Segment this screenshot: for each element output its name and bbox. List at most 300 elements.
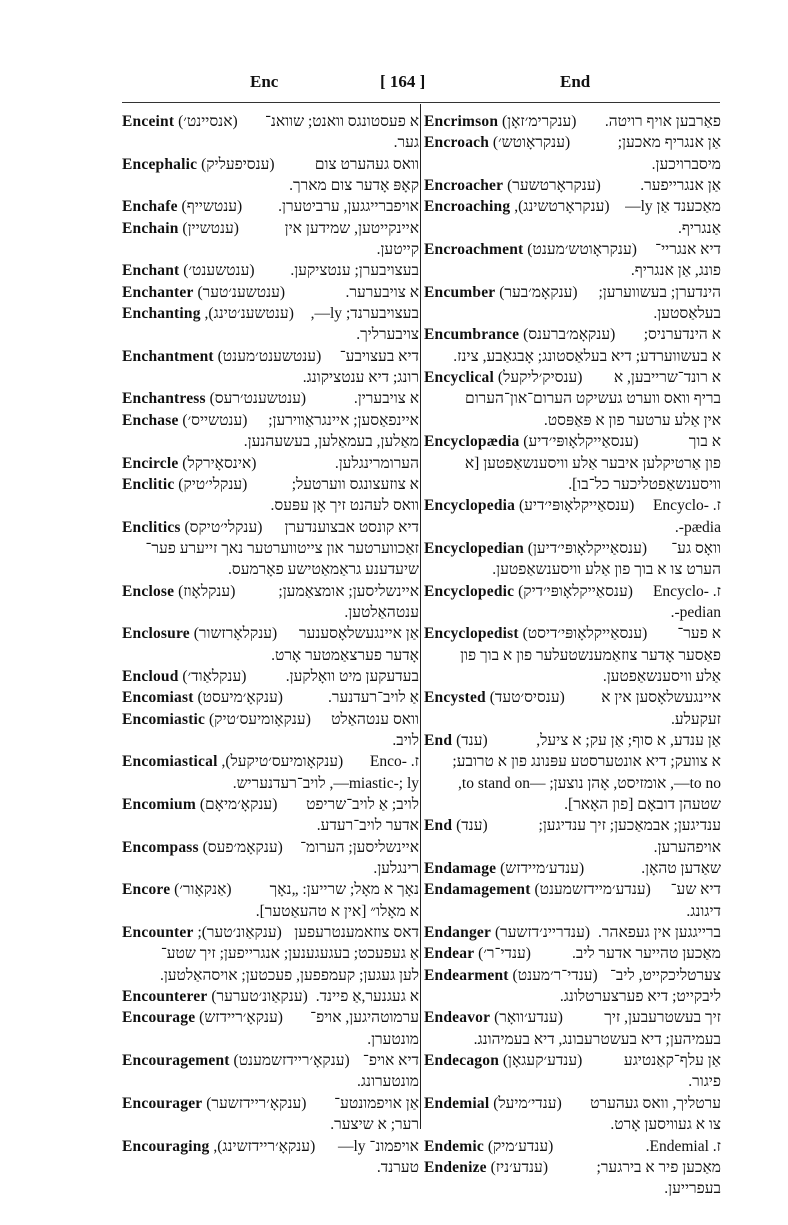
dictionary-entry [424, 623, 721, 687]
entry-head [122, 517, 262, 538]
headword: Encomiastic [122, 710, 206, 728]
dictionary-entry [122, 346, 419, 389]
gloss: אַן ענדע, א סוף; אַן עק; א ציעל, [536, 731, 721, 749]
gloss: בעצויבערנד; ly—, [310, 305, 419, 323]
pronunciation: (ענקאַונ׳טערער) [211, 988, 308, 1006]
gloss-continuation: בעפרייען. [664, 1180, 721, 1198]
entry-first-line [424, 324, 721, 345]
headword: Endemial [424, 1094, 490, 1112]
dictionary-entry [424, 175, 721, 196]
dictionary-entry [122, 922, 419, 986]
entry-head [122, 922, 282, 943]
entry-first-line [122, 260, 419, 281]
dictionary-entry [424, 922, 721, 943]
dictionary-entry [122, 410, 419, 453]
gloss-continuation: מיסברויכען. [651, 155, 721, 173]
headword: Endecagon [424, 1052, 500, 1070]
pronunciation: (אנסיינט׳) [178, 113, 238, 130]
dictionary-entry [424, 730, 721, 815]
entry-head [424, 1007, 563, 1028]
gloss-continuation: צויבערליך. [356, 326, 419, 344]
dictionary-entry [424, 687, 721, 730]
headword: Encrimson [424, 113, 499, 130]
entry-first-line [122, 196, 419, 217]
gloss: איינקייטען, שמידען אין [284, 219, 419, 237]
entry-first-line [122, 751, 419, 772]
entry-head [424, 132, 570, 153]
headword: Encouragement [122, 1052, 230, 1070]
gloss-continuation: לויב. [392, 731, 419, 749]
gloss-continuation: לען געגען; קעמפפען, פעכטען; אויסהאַלטען. [159, 966, 419, 984]
gloss: ז. -Encyclo [652, 582, 721, 600]
gloss-continuation: מונטערן. [367, 1030, 419, 1048]
pronunciation: (ענקאַונ׳טער); [197, 924, 282, 942]
running-header [122, 72, 720, 98]
gloss: א רונד־שרייבען, א [613, 369, 721, 387]
entry-head [424, 239, 637, 260]
headword: Endenize [424, 1158, 487, 1176]
dictionary-entry [122, 1136, 419, 1179]
dictionary-entry [122, 986, 419, 1007]
entry-first-line [424, 1093, 721, 1114]
gloss: איינפאַסען; איינגראַווירען; [268, 411, 419, 429]
dictionary-entry [424, 495, 721, 538]
entry-head [122, 388, 306, 409]
page-number: [ 164 ] [380, 72, 426, 91]
gloss: ערטליך, וואס געהערט [590, 1094, 721, 1112]
entry-first-line [424, 239, 721, 260]
headword: Encyclopedic [424, 582, 515, 600]
gloss: הערומרינגלען. [334, 454, 419, 472]
headword: Enchase [122, 411, 179, 429]
entry-head [424, 965, 598, 986]
dictionary-entry [122, 1093, 419, 1136]
entry-first-line [122, 922, 419, 943]
headword: End [424, 731, 453, 749]
gloss-continuation: גער. [393, 134, 419, 152]
pronunciation: (ענקראָרטשער) [507, 177, 601, 195]
entry-head [424, 282, 578, 303]
headword: Enchant [122, 262, 180, 280]
dictionary-entry [424, 239, 721, 282]
entry-first-line [122, 346, 419, 367]
pronunciation: (ענדע׳קעגאָן) [502, 1052, 583, 1070]
entry-first-line [424, 922, 721, 943]
dictionary-entry [122, 303, 419, 346]
entry-head [122, 303, 294, 324]
entry-head [122, 1136, 315, 1157]
entry-head [424, 879, 651, 900]
gloss: א בוך [688, 433, 721, 451]
pronunciation: (ענדי־ר׳מענט) [512, 966, 598, 984]
entry-first-line [122, 282, 419, 303]
entry-first-line [122, 986, 419, 1007]
pronunciation: (ענסאַייקלאָופּי׳דיע) [518, 497, 635, 515]
entry-first-line [424, 581, 721, 602]
gloss-continuation: רער; א שיצער. [330, 1116, 419, 1134]
gloss-continuation: פאַסער אָדער צוזאַמענשטעלער פון א בוך פון [460, 646, 721, 664]
dictionary-entry [424, 815, 721, 858]
dictionary-entry [424, 1157, 721, 1200]
pronunciation: (ענטשייס׳) [182, 411, 248, 429]
gloss: ברייגגען אין געפאהר. [598, 924, 721, 942]
entry-head [122, 111, 238, 132]
gloss-continuation: וויסענשאַפטליכער כל־בו]. [568, 475, 721, 493]
entry-first-line [424, 943, 721, 964]
pronunciation: (ענטשייף) [181, 198, 243, 216]
dictionary-entry [122, 388, 419, 409]
gloss: מאַכען פיר א בירגער; [596, 1158, 721, 1176]
gloss: אַן אנגריף מאכען; [617, 134, 721, 152]
pronunciation: (ענקאָמ׳בער) [499, 283, 578, 301]
gloss-continuation: to no—, אומזיסט, אָהן נוצען; —to stand on, [458, 774, 721, 792]
column-separator [420, 104, 421, 1129]
headword: Encore [122, 881, 171, 899]
dictionary-entry [122, 196, 419, 217]
pronunciation: (ענקלאָרזשור) [193, 625, 278, 643]
gloss: זיך בעשטרעבען, זיך [604, 1009, 721, 1027]
gloss-continuation: אַנגריף. [677, 219, 721, 237]
pronunciation: (ענקלאַוד׳) [182, 667, 247, 685]
entry-first-line [122, 474, 419, 495]
entry-head [122, 879, 232, 900]
headword: Encroacher [424, 177, 504, 195]
dictionary-entry [122, 751, 419, 794]
headword: Enchain [122, 219, 179, 237]
entry-head [122, 837, 283, 858]
pronunciation: (ענקאָ׳מיאָם) [199, 796, 278, 813]
entry-first-line [424, 1136, 721, 1157]
headword: Encumber [424, 283, 496, 301]
gloss: ערמוטהיגען, אויפ־ [310, 1009, 419, 1027]
gloss-continuation: ענטהאַלטען. [344, 603, 419, 621]
dictionary-entry [424, 1007, 721, 1050]
pronunciation: (ענדע׳וואָר) [494, 1009, 563, 1027]
pronunciation: (ענטשענט׳רעס) [209, 390, 307, 408]
entry-head [122, 751, 343, 772]
pronunciation: (ענד) [456, 817, 488, 835]
entry-head [122, 687, 283, 708]
gloss: דיא אנגריי־ [655, 241, 721, 259]
gloss-continuation: דיגונג. [686, 902, 721, 920]
gloss: ענדיגען; אבמאַכען; זיך ענדיגען; [538, 817, 721, 835]
headword: Encysted [424, 689, 486, 707]
headword: Encourager [122, 1094, 203, 1112]
entry-head [122, 196, 242, 217]
headword: Endemic [424, 1137, 484, 1155]
headword: Encephalic [122, 155, 198, 173]
entry-first-line [424, 431, 721, 452]
pronunciation: (ענדי׳מיעל) [493, 1094, 562, 1112]
dictionary-entry [424, 132, 721, 175]
gloss-continuation: שיעדענע גראַמאַטישע פאָרמעס. [228, 561, 419, 579]
entry-first-line [122, 623, 419, 644]
dictionary-entry [424, 581, 721, 624]
dictionary-entry [424, 431, 721, 495]
entry-first-line [424, 815, 721, 836]
pronunciation: (ענקאָומיעס׳טיקעל), [221, 753, 344, 771]
dictionary-entry [122, 111, 419, 154]
entry-head [424, 687, 565, 708]
gloss: אַן איינגעשלאָסענער [298, 625, 419, 643]
gloss: א צוזעצונגס ווערטעל; [291, 475, 419, 493]
entry-first-line [122, 303, 419, 324]
entry-head [122, 453, 256, 474]
pronunciation: (ענטשענ׳טער) [197, 283, 286, 301]
gloss-continuation: פיגור. [688, 1073, 721, 1091]
entry-head [424, 581, 633, 602]
dictionary-entry [122, 794, 419, 837]
entry-head [424, 111, 576, 132]
entry-first-line [122, 794, 419, 815]
gloss-continuation: miastic-; ly—, לויב־רעדנעריש. [232, 774, 419, 792]
gloss: דאס צוזאמענטרעפען [294, 924, 419, 942]
gloss: נאָך א מאָל; שרייען: „נאָך [269, 881, 419, 899]
gloss-continuation: רונג; דיא ענטציקונג. [302, 369, 419, 387]
pronunciation: (ענקלי׳טיק) [178, 475, 248, 493]
dictionary-entry [424, 282, 721, 325]
dictionary-entry [424, 196, 721, 239]
entry-head [122, 154, 275, 175]
headword: Enchafe [122, 198, 178, 216]
gloss: דיא שע־ [670, 881, 721, 899]
dictionary-entry [122, 879, 419, 922]
gloss: א פער־ [677, 625, 721, 643]
gloss: ז. -Enco [369, 753, 419, 771]
gloss-continuation: אַ געפעכט; בעגעגענען; אנגרייפען; זיך שטע־ [160, 945, 419, 963]
dictionary-entry [424, 111, 721, 132]
entry-head [122, 1007, 283, 1028]
pronunciation: (ענקאָמ׳ברענס) [523, 326, 616, 344]
headword: Encomium [122, 796, 196, 813]
pronunciation: (ענדי־ר׳) [478, 945, 531, 963]
pronunciation: (ענקאָ׳מיעסט) [197, 689, 283, 707]
dictionary-entry [122, 623, 419, 666]
gloss-continuation: אדער לויב־רעדע. [316, 817, 419, 835]
headword: Encourage [122, 1009, 196, 1027]
entry-head [122, 709, 311, 730]
entry-first-line [122, 1136, 419, 1157]
dictionary-entry [424, 965, 721, 1008]
gloss: א פעסטונגס וואנט; שוואנ־ [264, 113, 419, 130]
entry-first-line [424, 965, 721, 986]
gloss-continuation: פונג, אַן אנגריף. [630, 262, 721, 280]
gloss-continuation: קאָפּ אָדער צום מארך. [289, 177, 419, 195]
headword: Encloud [122, 667, 179, 685]
gloss-continuation: זאַכווערטער און צייטווערטער נאך זייערע פער־ [145, 539, 419, 557]
headword: End [424, 817, 453, 835]
entry-head [122, 346, 321, 367]
gloss: מאַכען טהייער אדער ליב. [571, 945, 721, 963]
gloss-continuation: ליבקייט; דיא פערצערטלונג. [559, 988, 721, 1006]
headword: Endeavor [424, 1009, 491, 1027]
dictionary-entry [424, 1093, 721, 1136]
entry-head [424, 1157, 548, 1178]
gloss: וואָס גע־ [671, 539, 721, 557]
gloss-continuation: וואס לעהנט זיך אָן עפּעס. [270, 497, 419, 515]
headword: Enchanting [122, 305, 201, 323]
entry-head [424, 324, 615, 345]
gloss: מאַכענד אַן ly— [625, 198, 721, 216]
headword: Encyclopædia [424, 433, 520, 451]
dictionary-entry [424, 367, 721, 431]
entry-first-line [424, 1157, 721, 1178]
pronunciation: (ענקאָ׳ריידזשער) [206, 1094, 307, 1112]
entry-first-line [122, 1050, 419, 1071]
gloss: איינשליסען; אומצאַמען; [278, 582, 419, 600]
headword: Encumbrance [424, 326, 520, 344]
entry-head [122, 282, 285, 303]
headword: Encounter [122, 924, 194, 942]
headword: Encomiast [122, 689, 194, 707]
gloss: איינגעשלאָסען אין א [601, 689, 721, 707]
dictionary-entry [122, 837, 419, 880]
dictionary-entry [122, 1007, 419, 1050]
entry-head [424, 175, 601, 196]
gloss-continuation: pedian-. [670, 603, 721, 621]
headword: Enclitics [122, 518, 181, 536]
gloss: א געגנער,אַ פיינד. [315, 988, 419, 1006]
gloss-continuation: מאַלען, בעמאַלען, בעשעהנען. [243, 433, 419, 451]
gloss: א צויבערער. [345, 283, 419, 301]
dictionary-entry [122, 453, 419, 474]
entry-head [424, 538, 647, 559]
entry-first-line [424, 538, 721, 559]
entry-first-line [424, 196, 721, 217]
entry-head [424, 730, 488, 751]
pronunciation: (ענדע׳ניז) [490, 1158, 548, 1176]
pronunciation: (ענקראָוטש׳מענט) [527, 241, 637, 259]
headword: Encroaching [424, 198, 511, 216]
dictionary-entry [424, 1050, 721, 1093]
gloss: שאַדען טהאָן. [641, 860, 721, 878]
headword: Enchantment [122, 347, 214, 365]
gloss: דיא קונסט אבצוענדערן [284, 518, 419, 536]
pronunciation: (ענקאָומיעס׳טיק) [209, 710, 311, 728]
gloss-continuation: אין אַלע ערטער פון א פּאַפּסט. [543, 411, 721, 429]
entry-head [424, 1093, 562, 1114]
headword: Endanger [424, 924, 492, 942]
dictionary-entry [122, 282, 419, 303]
gloss-continuation: בעמיהען; דיא בעשטרעבונג, דיא בעמיהונג. [473, 1030, 721, 1048]
entry-first-line [424, 687, 721, 708]
header-last-word: End [560, 72, 591, 91]
pronunciation: (ענקראָרטשינג), [514, 198, 610, 216]
entry-first-line [424, 730, 721, 751]
gloss: אויפברייגגען, ערביטערן. [278, 198, 419, 216]
dictionary-entry [424, 879, 721, 922]
pronunciation: (ענקלי׳טיקס) [184, 518, 263, 536]
entry-head [424, 623, 647, 644]
pronunciation: (ענסאַייקלאָופּי׳דיען) [527, 539, 647, 557]
dictionary-entry [122, 218, 419, 261]
gloss: אַ לויב־רעדנער. [327, 689, 419, 707]
gloss: א צויבערין. [353, 390, 419, 408]
headword: Endear [424, 945, 475, 963]
entry-head [122, 410, 247, 431]
headword: Encroach [424, 134, 490, 152]
entry-first-line [122, 1093, 419, 1114]
entry-first-line [122, 709, 419, 730]
gloss-continuation: קייטען. [376, 241, 419, 259]
gloss-continuation: מונטערונג. [357, 1073, 419, 1091]
pronunciation: (ענטשענט׳) [183, 262, 255, 280]
entry-first-line [122, 581, 419, 602]
entry-first-line [424, 1050, 721, 1071]
gloss-continuation: א בעשווערדע; דיא בעלאַסטונג; אָבגאַבע, צינז. [453, 347, 721, 365]
headword: Encircle [122, 454, 179, 472]
entry-first-line [424, 367, 721, 388]
gloss-continuation: בעלאַסטען. [653, 305, 721, 323]
headword: Enceint [122, 113, 175, 130]
entry-first-line [122, 218, 419, 239]
headword: Enclitic [122, 475, 175, 493]
dictionary-entry [122, 709, 419, 752]
gloss-continuation: שטעהן דובאָם [פון האָאר]. [564, 796, 721, 813]
gloss-continuation: זעקעלע. [670, 710, 721, 728]
pronunciation: (ענטשענט׳מענט) [217, 347, 322, 365]
pronunciation: (ענקרימ׳זאָן) [502, 113, 577, 130]
entry-head [424, 495, 634, 516]
entry-head [122, 474, 247, 495]
headword: Encyclopedist [424, 625, 519, 643]
entry-first-line [122, 410, 419, 431]
pronunciation: (ענדריינ׳דזשער) [494, 924, 591, 942]
dictionary-entry [122, 260, 419, 281]
gloss-continuation: אַלע וויסענשאַפטען. [602, 667, 721, 685]
entry-first-line [424, 175, 721, 196]
gloss: אויפמונ־ ly— [337, 1137, 419, 1155]
entry-head [122, 218, 239, 239]
entry-head [122, 986, 308, 1007]
dictionary-entry [424, 324, 721, 367]
dictionary-entry [122, 687, 419, 708]
gloss: ז. Endemial. [645, 1137, 721, 1155]
gloss-continuation: א מאָלו״ [אין א טהעאַטער]. [255, 902, 419, 920]
pronunciation: (ענסיס׳טעד) [489, 689, 565, 707]
gloss: אַן עלף־קאַנטיגע [623, 1052, 721, 1070]
headword: Enclose [122, 582, 175, 600]
gloss-continuation: בריף וואס ווערט געשיקט הערום־און־הערום [465, 390, 721, 408]
gloss-continuation: אָדער פערצאַמטער אָרט. [271, 646, 419, 664]
pronunciation: (ענדע׳מיידזש) [500, 860, 585, 878]
gloss-continuation: פון אַרטיקלען איבער אַלע וויסענשאַפטען [א [464, 454, 721, 472]
header-first-word: Enc [250, 72, 279, 91]
pronunciation: (ענקלאָוז) [178, 582, 236, 600]
headword: Enchanter [122, 283, 194, 301]
entry-first-line [424, 132, 721, 153]
pronunciation: (ענסיפעליק) [201, 155, 275, 173]
gloss: בעצויבערן; ענטציקען. [290, 262, 419, 280]
gloss: וואס געהערט צום [314, 155, 419, 173]
pronunciation: (ענקראָוטש׳) [492, 134, 571, 152]
entry-head [424, 1136, 553, 1157]
dictionary-entry [424, 858, 721, 879]
entry-first-line [122, 453, 419, 474]
dictionary-entry [122, 666, 419, 687]
headword: Encroachment [424, 241, 524, 259]
entry-head [424, 922, 590, 943]
entry-first-line [122, 837, 419, 858]
dictionary-entry [424, 538, 721, 581]
gloss: פאַרבען אויף רויטה. [604, 113, 721, 130]
entry-head [424, 815, 488, 836]
headword: Enchantress [122, 390, 206, 408]
entry-head [122, 1050, 350, 1071]
headword: Encyclopedia [424, 497, 516, 515]
entry-first-line [424, 495, 721, 516]
headword: Encomiastical [122, 753, 218, 771]
